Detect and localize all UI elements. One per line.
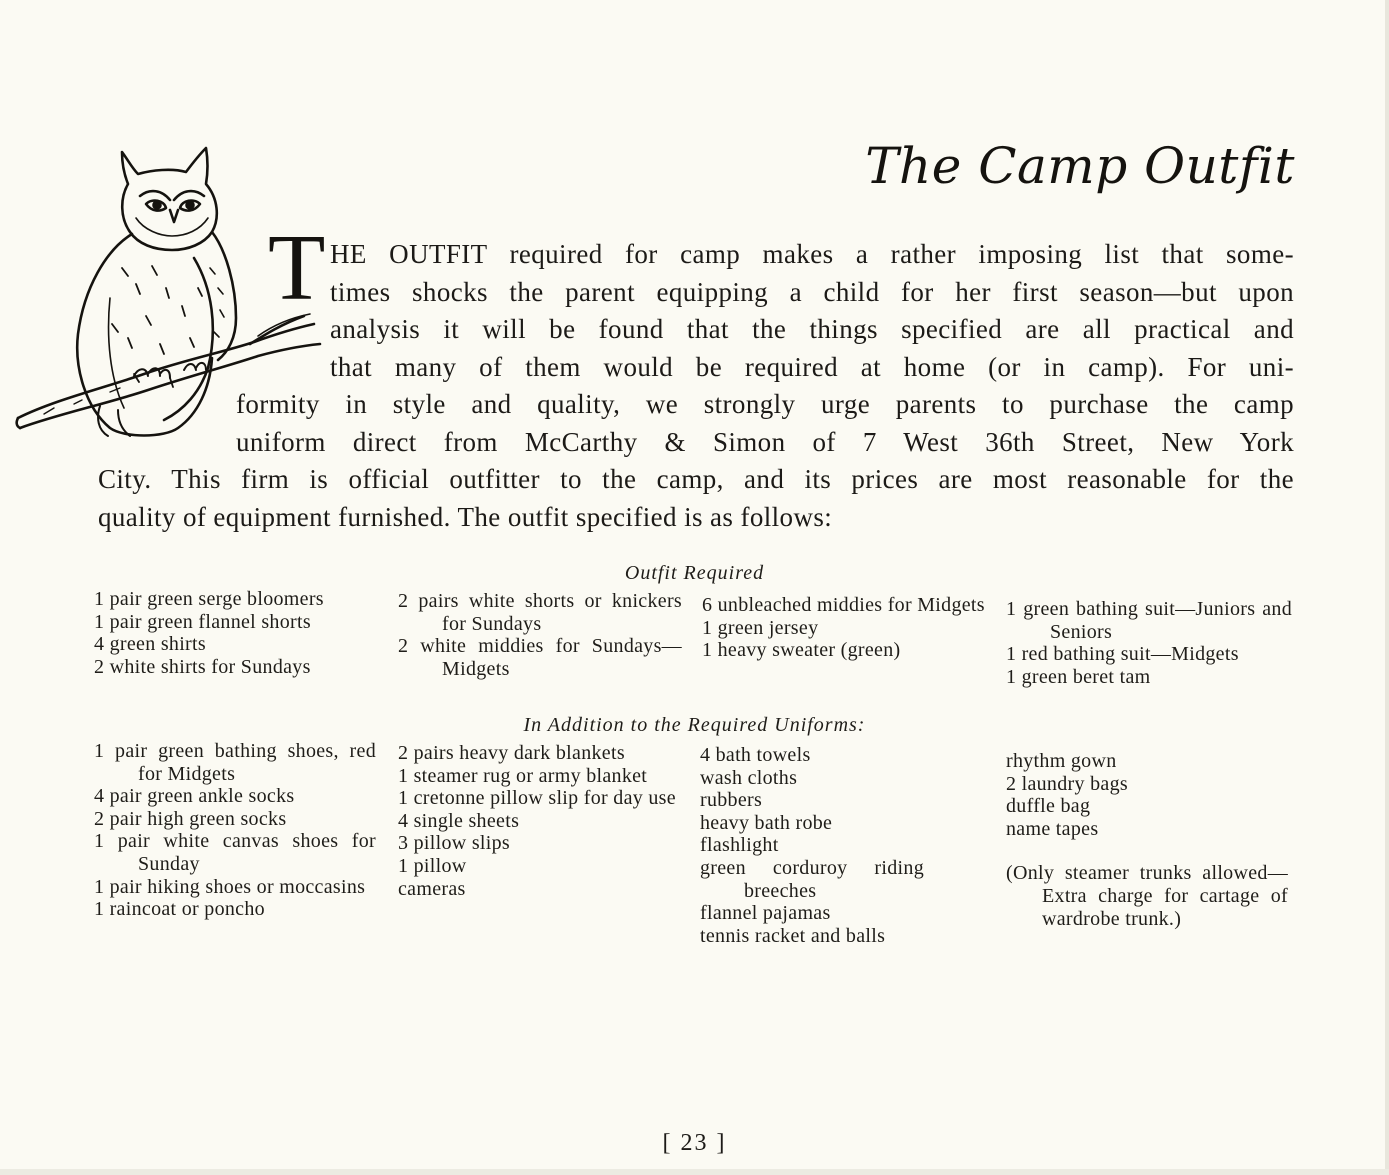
- list-item: 1 pair green serge bloomers: [94, 588, 324, 610]
- list-item: heavy bath robe: [700, 811, 833, 834]
- page-edge: [0, 1169, 1389, 1175]
- outfit-required-column-3: [702, 594, 986, 662]
- intro-line: uniform direct from McCarthy & Simon of 7 West 36th Street, New York: [236, 426, 1294, 457]
- list-item: 1 green bathing suit—Juniors and Seniors: [1006, 598, 1292, 643]
- list-item: 1 raincoat or poncho: [94, 898, 265, 921]
- intro-line: times shocks the parent equipping a child for her first season—but upon: [330, 276, 1294, 307]
- trunk-note: (Only steamer trunks allowed—Extra charge for cartage of wardrobe trunk.): [1006, 862, 1288, 930]
- list-item: 4 green shirts: [94, 633, 206, 656]
- list-item: 4 single sheets: [398, 809, 520, 832]
- intro-line: that many of them would be required at home (or in camp). For uni-: [330, 351, 1294, 382]
- list-item: 1 pair green flannel shorts: [94, 610, 311, 633]
- list-item: 2 laundry bags: [1006, 772, 1128, 795]
- list-item: cameras: [398, 877, 466, 900]
- outfit-required-column-2: [398, 590, 682, 680]
- intro-paragraph: [98, 236, 1294, 536]
- list-item: 1 steamer rug or army blanket: [398, 764, 648, 787]
- list-item: 6 unbleached middies for Midgets: [702, 594, 985, 616]
- intro-line: HE OUTFIT required for camp makes a rather imposing list that some-: [330, 239, 1294, 269]
- list-item: tennis racket and balls: [700, 924, 886, 947]
- list-item: 1 pair hiking shoes or moccasins: [94, 875, 366, 898]
- list-item: 2 white shirts for Sundays: [94, 655, 311, 678]
- list-item: flashlight: [700, 834, 779, 857]
- in-addition-column-2: [398, 742, 682, 900]
- list-item: 2 pair high green socks: [94, 807, 287, 830]
- list-item: 4 bath towels: [700, 744, 811, 766]
- list-item: 3 pillow slips: [398, 832, 510, 855]
- list-item: 1 cretonne pillow slip for day use: [398, 787, 676, 810]
- in-addition-column-4: [1006, 750, 1288, 930]
- intro-line: formity in style and quality, we strongly urge parents to purchase the camp: [236, 389, 1294, 419]
- list-item: 1 pair green bathing shoes, red for Midgets: [94, 740, 376, 785]
- in-addition-column-1: [94, 740, 376, 921]
- list-item: 4 pair green ankle socks: [94, 785, 295, 808]
- intro-line: City. This firm is official outfitter to the camp, and its prices are most reasonable for the: [98, 464, 1294, 494]
- page-title: The Camp Outfit: [865, 137, 1295, 195]
- intro-line: analysis it will be found that the things specified are all practical and: [330, 314, 1294, 344]
- outfit-required-column-1: [94, 588, 376, 678]
- list-item: 1 pillow: [398, 854, 467, 877]
- list-item: 2 white middies for Sundays—Midgets: [398, 635, 682, 680]
- page-number: [ 23 ]: [662, 1130, 727, 1156]
- list-item: 1 heavy sweater (green): [702, 639, 901, 662]
- list-item: 2 pairs white shorts or knickers for Sundays: [398, 590, 682, 635]
- list-item: 1 pair white canvas shoes for Sunday: [94, 830, 376, 875]
- list-item: rhythm gown: [1006, 750, 1117, 772]
- list-item: 1 green jersey: [702, 616, 819, 639]
- list-item: green corduroy riding breeches: [700, 856, 924, 902]
- outfit-required-heading: Outfit Required: [624, 562, 765, 584]
- list-item: 2 pairs heavy dark blankets: [398, 742, 625, 764]
- list-item: duffle bag: [1006, 795, 1091, 818]
- list-item: flannel pajamas: [700, 902, 831, 925]
- intro-line: quality of equipment furnished. The outfit specified is as follows:: [98, 501, 833, 532]
- page-edge: [1385, 0, 1389, 1175]
- drop-cap: T: [268, 216, 326, 320]
- list-item: 1 green beret tam: [1006, 665, 1151, 688]
- list-item: wash cloths: [700, 766, 798, 789]
- list-item: rubbers: [700, 789, 763, 812]
- in-addition-column-3: [700, 744, 924, 947]
- list-item: 1 red bathing suit—Midgets: [1006, 643, 1239, 666]
- list-item: name tapes: [1006, 817, 1099, 840]
- in-addition-heading: In Addition to the Required Uniforms:: [523, 714, 866, 736]
- outfit-required-column-4: [1006, 598, 1292, 688]
